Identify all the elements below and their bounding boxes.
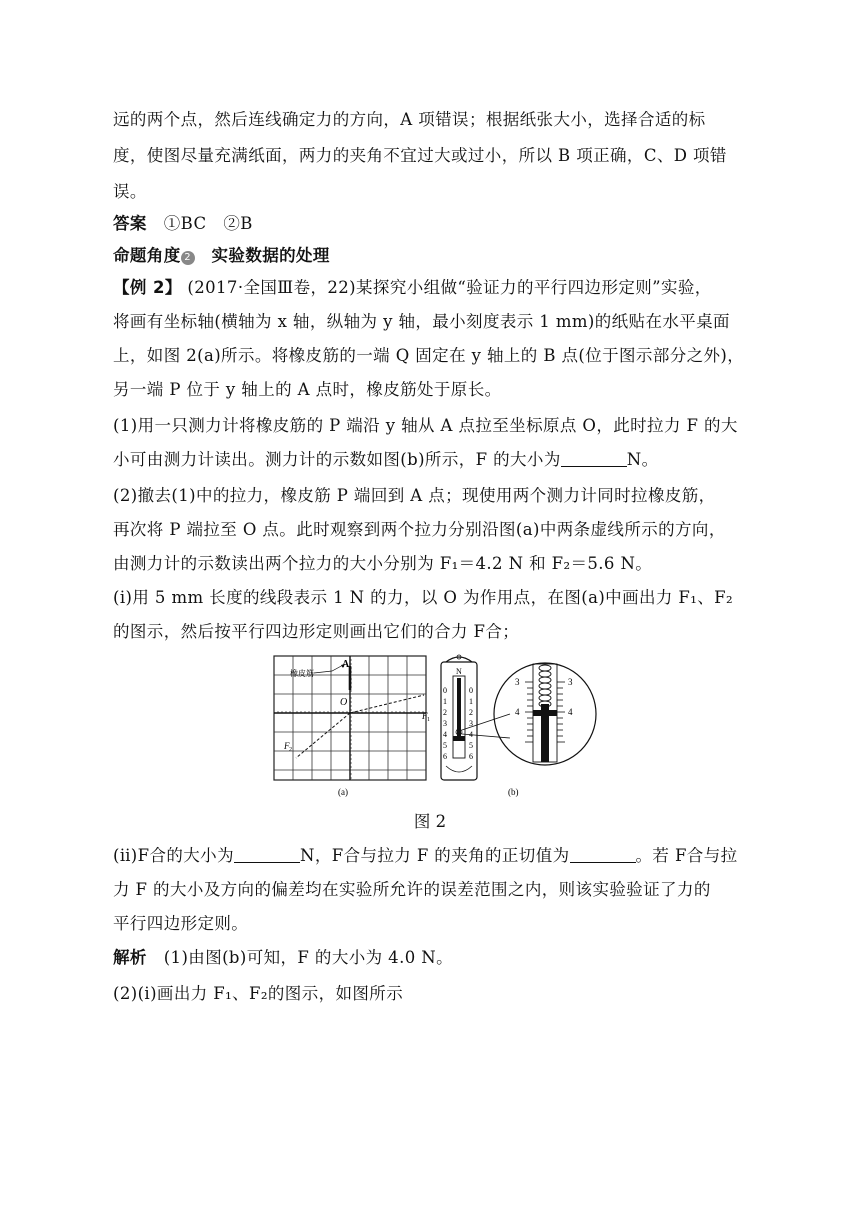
meter-tick-left: 5 [443, 741, 447, 750]
text-line: 远的两个点，然后连线确定力的方向，A 项错误；根据纸张大小，选择合适的标 [113, 110, 706, 129]
text-line: 的图示，然后按平行四边形定则画出它们的合力 F合； [113, 622, 520, 641]
meter-tick-left: 4 [443, 730, 447, 739]
text-line: 力 F 的大小及方向的偏差均在实验所允许的误差范围之内，则该实验验证了力的 [113, 880, 711, 899]
meter-tick-left: 3 [443, 719, 447, 728]
meter-tick-left: 2 [443, 708, 447, 717]
text-line [113, 844, 753, 868]
question-text: 。若 F合与拉 [635, 846, 738, 865]
meter-unit-n: N [456, 667, 462, 676]
example-label: 【例 2】 [113, 278, 182, 297]
angle-number-badge: 2 [181, 251, 195, 265]
angle-heading [113, 244, 753, 268]
zoom-tick-right: 3 [568, 677, 573, 687]
f1-direction-dashed [350, 695, 424, 713]
answer-text: ①BC ②B [163, 214, 253, 233]
example-source: (2017·全国Ⅲ卷，22) [187, 278, 357, 297]
meter-tick-right: 2 [469, 708, 473, 717]
text-line: 另一端 P 位于 y 轴上的 A 点时，橡皮筋处于原长。 [113, 380, 502, 399]
rubber-band-label: 橡皮筋 [290, 669, 314, 678]
point-a-label: A [342, 659, 350, 670]
f1-subscript: 1 [427, 717, 430, 723]
question-text: N，F合与拉力 F 的夹角的正切值为 [299, 846, 570, 865]
grid-panel-a [274, 656, 430, 797]
figure-caption: 图 2 [413, 812, 447, 831]
text-line: (1)用一只测力计将橡皮筋的 P 端沿 y 轴从 A 点拉至坐标原点 O，此时拉力 F 的大 [113, 416, 738, 435]
angle-label: 命题角度 [113, 246, 181, 265]
meter-tick-left: 0 [443, 686, 447, 695]
solution-label: 解析 [113, 948, 147, 967]
meter-tick-right: 3 [469, 719, 473, 728]
unit-text: N。 [626, 450, 659, 469]
question-text: (ⅱ)F合的大小为 [113, 846, 234, 865]
answer-blank [570, 846, 636, 863]
f1-label: F [422, 711, 428, 721]
meter-tick-left: 1 [443, 697, 447, 706]
figure-2-svg [270, 654, 600, 802]
answer-blank [234, 846, 300, 863]
text-line: 误。 [113, 182, 147, 201]
panel-b-label: (b) [508, 787, 519, 797]
zoom-tick-right: 4 [568, 707, 573, 717]
text-line: 平行四边形定则。 [113, 914, 249, 933]
panel-a-label: (a) [338, 787, 348, 797]
meter-tick-left: 6 [443, 752, 447, 761]
zoom-tick-left: 3 [515, 677, 520, 687]
text-line: 将画有坐标轴(横轴为 x 轴，纵轴为 y 轴，最小刻度表示 1 mm)的纸贴在水平桌面 [113, 312, 730, 331]
text-line: (2)撤去(1)中的拉力，橡皮筋 P 端回到 A 点；现使用两个测力计同时拉橡皮筋， [113, 486, 716, 505]
meter-tick-right: 0 [469, 686, 473, 695]
text-line: (ⅰ)用 5 mm 长度的线段表示 1 N 的力，以 O 为作用点，在图(a)中画出力 F₁、F₂ [113, 588, 734, 607]
solution-line [113, 946, 753, 970]
answer-label: 答案 [113, 214, 147, 233]
solution-text: (1)由图(b)可知，F 的大小为 4.0 N。 [163, 948, 453, 967]
spring-balance-panel-b [441, 655, 596, 797]
f2-subscript: 2 [289, 747, 292, 753]
question-text: 小可由测力计读出。测力计的示数如图(b)所示，F 的大小为 [113, 450, 561, 469]
point-o-label: O [340, 697, 348, 708]
example-text: 某探究小组做“验证力的平行四边形定则”实验， [356, 278, 712, 297]
f2-label: F [284, 741, 290, 751]
text-line: 由测力计的示数读出两个拉力的大小分别为 F₁＝4.2 N 和 F₂＝5.6 N。 [113, 554, 653, 573]
answer-line [113, 212, 753, 236]
example-line [113, 276, 753, 300]
meter-tick-right: 6 [469, 752, 473, 761]
zoom-tick-left: 4 [515, 707, 520, 717]
text-line: (2)(ⅰ)画出力 F₁、F₂的图示，如图所示 [113, 984, 404, 1003]
figure-2 [270, 654, 600, 802]
meter-tick-right: 5 [469, 741, 473, 750]
text-line: 度，使图尽量充满纸面，两力的夹角不宜过大或过小，所以 B 项正确，C、D 项错 [113, 146, 727, 165]
meter-tick-right: 1 [469, 697, 473, 706]
answer-blank [561, 450, 627, 467]
text-line: 上，如图 2(a)所示。将橡皮筋的一端 Q 固定在 y 轴上的 B 点(位于图示部分之外)， [113, 346, 745, 365]
text-line [113, 448, 753, 472]
angle-title: 实验数据的处理 [211, 246, 330, 265]
text-line: 再次将 P 端拉至 O 点。此时观察到两个拉力分别沿图(a)中两条虚线所示的方向， [113, 520, 726, 539]
